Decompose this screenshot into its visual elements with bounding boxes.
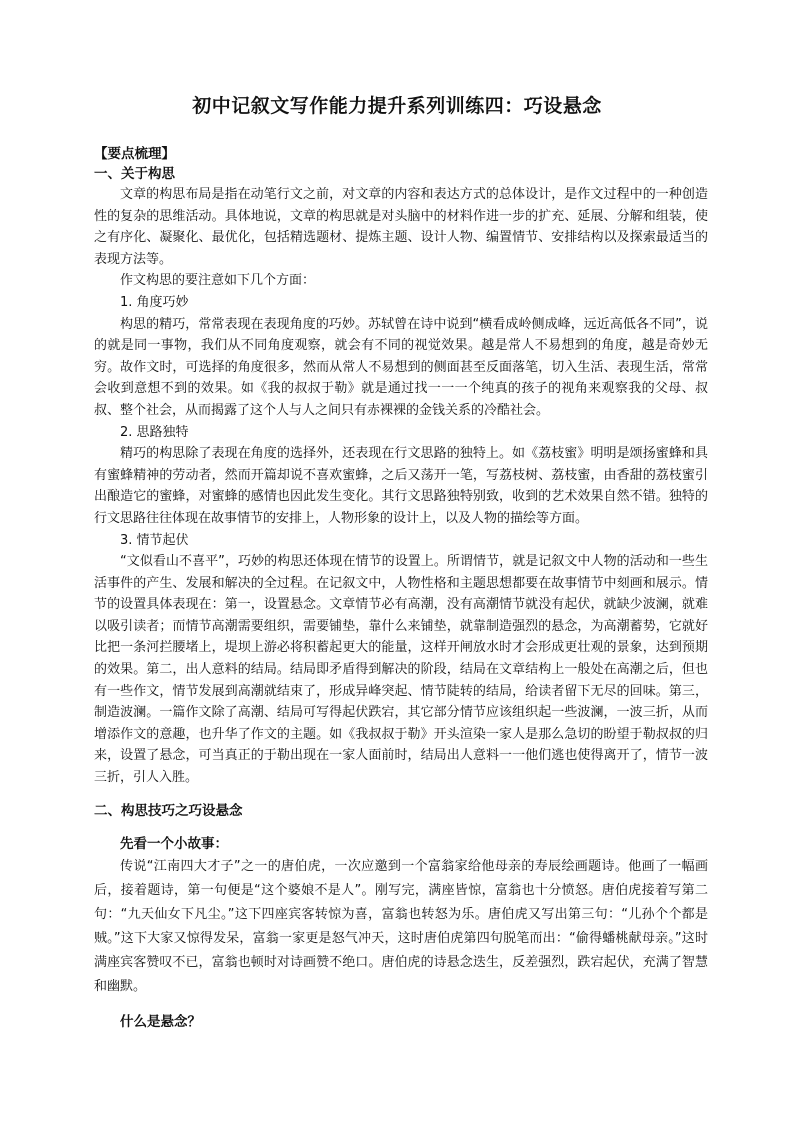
item-1-title: 1. 角度巧妙 bbox=[120, 294, 189, 310]
spacer bbox=[94, 999, 708, 1011]
spacer bbox=[94, 821, 708, 833]
document-body bbox=[94, 144, 708, 1033]
question-heading: 什么是悬念？ bbox=[120, 1013, 201, 1030]
document-title: 初中记叙文写作能力提升系列训练四：巧设悬念 bbox=[192, 95, 602, 117]
section-2-heading: 二、构思技巧之巧设悬念 bbox=[94, 802, 243, 819]
section-key-points: 【要点梳理】 bbox=[94, 146, 175, 162]
paragraph-intro: 文章的构思布局是指在动笔行文之前，对文章的内容和表达方式的总体设计，是作文过程中的一种创造性的复杂的思维活动。具体地说，文章的构思就是对头脑中的材料作进一步的扩充、延展、分解和组装，使之有序化、凝聚化、最优化，包括精选题材、提炼主题、设计人物、编置情节、安排结构以及探索最适当的表现方法等。 bbox=[94, 187, 708, 267]
item-2-title: 2. 思路独特 bbox=[120, 424, 189, 440]
story-heading: 先看一个小故事： bbox=[120, 835, 228, 852]
paragraph-aspects: 作文构思的要注意如下几个方面： bbox=[120, 273, 316, 289]
item-3-text: “文似看山不喜平”，巧妙的构思还体现在情节的设置上。所谓情节，就是记叙文中人物的活动和一些生活事件的产生、发展和解决的全过程。在记叙文中，人物性格和主题思想都要在故事情节中刻画和展示。情节的设置具体表现在：第一，设置悬念。文章情节必有高潮，没有高潮情节就没有起伏，就缺少波澜，就难以吸引读者；而情节高潮需要组织，需要铺垫，靠什么来铺垫，就靠制造强烈的悬念，为高潮蓄势，它就好比把一条河拦腰堵上，堤坝上游必将积蓄起更大的能量，这样开闸放水时才会形成更壮观的景象，达到预期的效果。第二，出人意料的结局。结局即矛盾得到解决的阶段，结局在文章结构上一般处在高潮之后，但也有一些作文，情节发展到高潮就结束了，形成异峰突起、情节陡转的结局，给读者留下无尽的回味。第三，制造波澜。一篇作文除了高潮、结局可写得起伏跌宕，其它部分情节应该组织起一些波澜，一波三折，从而增添作文的意趣，也升华了作文的主题。如《我叔叔于勒》开头渲染一家人是那么急切的盼望于勒叔叔的归来，设置了悬念，可当真正的于勒出现在一家人面前时，结局出人意料一一他们逃也使得离开了，情节一波三折，引人入胜。 bbox=[94, 554, 708, 786]
item-3-title: 3. 情节起伏 bbox=[120, 532, 189, 548]
item-2-text: 精巧的构思除了表现在角度的选择外，还表现在行文思路的独特上。如《荔枝蜜》明明是颂扬蜜蜂和具有蜜蜂精神的劳动者，然而开篇却说不喜欢蜜蜂，之后又荡开一笔，写荔枝树、荔枝蜜，由香甜的荔枝蜜引出酿造它的蜜蜂，对蜜蜂的感情也因此发生变化。其行文思路独特别致，收到的艺术效果自然不错。独特的行文思路往往体现在故事情节的安排上，人物形象的设计上，以及人物的描绘等方面。 bbox=[94, 446, 708, 526]
story-text: 传说“江南四大才子”之一的唐伯虎，一次应邀到一个富翁家给他母亲的寿辰绘画题诗。他画了一幅画后，接着题诗，第一句便是“这个婆娘不是人”。刚写完，满座皆惊，富翁也十分愤怒。唐伯虎接着写第二句：“九天仙女下凡尘。”这下四座宾客转惊为喜，富翁也转怒为乐。唐伯虎又写出第三句：“儿孙个个都是贼。”这下大家又惊得发呆，富翁一家更是怒气冲天，这时唐伯虎第四句脱笔而出：“偷得蟠桃献母亲。”这时满座宾客赞叹不已，富翁也顿时对诗画赞不绝口。唐伯虎的诗悬念迭生，反差强烈，跌宕起伏，充满了智慧和幽默。 bbox=[94, 858, 708, 994]
spacer bbox=[94, 789, 708, 801]
section-1-heading: 一、关于构思 bbox=[94, 166, 175, 182]
item-1-text: 构思的精巧，常常表现在表现角度的巧妙。苏轼曾在诗中说到“横看成岭侧成峰，远近高低各不同”，说的就是同一事物，我们从不同角度观察，就会有不同的视觉效果。越是常人不易想到的角度，越是奇妙无穷。故作文时，可选择的角度很多，然而从常人不易想到的侧面甚至反面落笔，切入生活、表现生活，常常会收到意想不到的效果。如《我的叔叔于勒》就是通过找一一一个纯真的孩子的视角来观察我的父母、叔叔、整个社会，从而揭露了这个人与人之间只有赤裸裸的金钱关系的冷酷社会。 bbox=[94, 316, 708, 418]
